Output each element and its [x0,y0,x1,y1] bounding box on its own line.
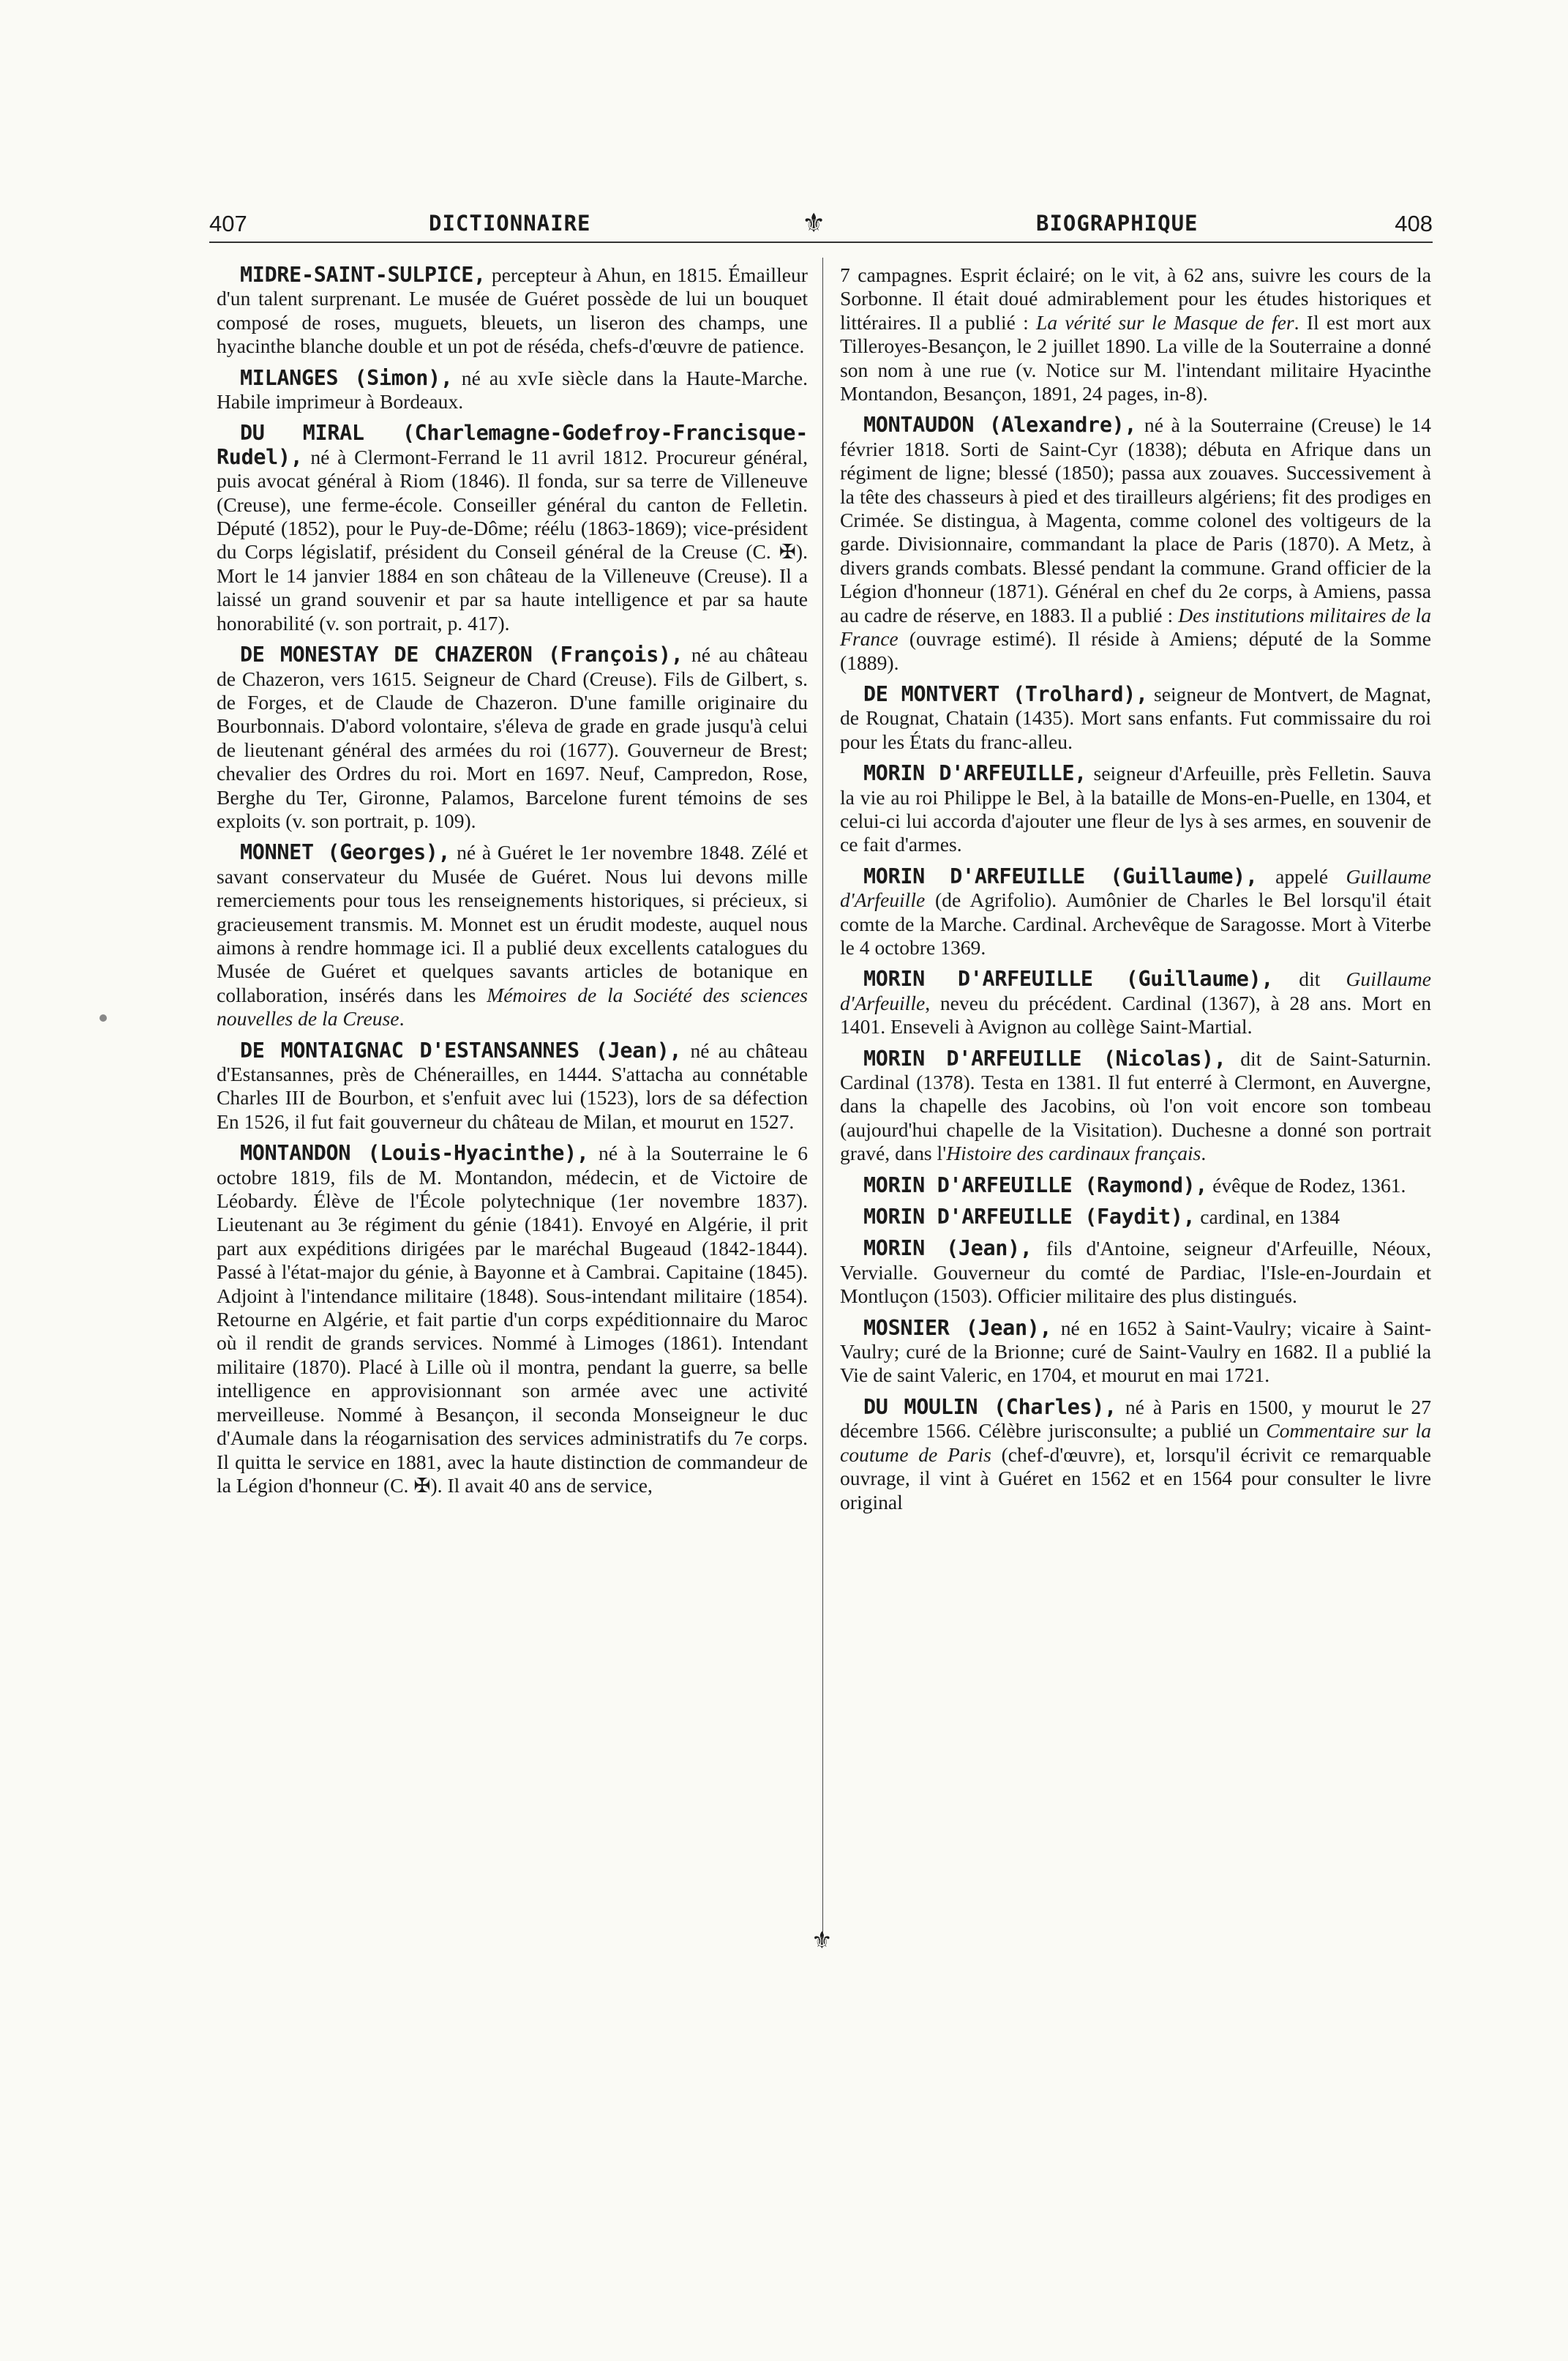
entry-headword: DE MONTAIGNAC D'ESTANSANNES (Jean), [240,1038,682,1063]
page-number-left: 407 [209,211,247,236]
header-rule [209,242,1433,243]
entry-text: appelé [1257,864,1346,888]
dictionary-entry [840,1396,1431,1514]
entry-headword: MONTAUDON (Alexandre), [863,413,1137,438]
entry-text: né au xvIe siècle dans la Haute-Marche. Habile imprimeur à Bordeaux. [217,366,808,414]
dictionary-entry [840,968,1431,1039]
entry-headword: MORIN D'ARFEUILLE (Faydit), [863,1205,1196,1230]
dictionary-entry [840,1317,1431,1388]
page-number-right: 408 [1395,211,1433,236]
running-title-left: DICTIONNAIRE [429,211,591,236]
entry-text: né au château d'Estansannes, près de Chénerailles, en 1444. S'attacha au connétable Charles III de Bourbon, et s'enfuit avec lui (1523), lors de sa défection En 1526, il fut fait gouverneur du château de Milan, et mourut en 1527. [217,1039,808,1133]
margin-dot [100,1014,107,1022]
entry-italic-title: Guillaume d'Arfeuille [840,864,1431,912]
entry-text: seigneur d'Arfeuille, près Felletin. Sauva la vie au roi Philippe le Bel, à la bataille de Mons-en-Puelle, en 1304, et celui-ci lui accorda d'ajouter une fleur de lys à ses armes, en souvenir de ce fait d'armes. [840,762,1431,856]
entry-text-tail: (ouvrage estimé). Il réside à Amiens; député de la Somme (1889). [840,627,1431,674]
entry-text: né à la Souterraine (Creuse) le 14 février 1818. Sorti de Saint-Cyr (1838); débuta en Afrique dans un régiment de ligne; blessé (1850); passa aux zouaves. Successivement à la tête des chasseurs à pied et des tirailleurs algériens; fit des prodiges en Crimée. Se distingua, à Magenta, comme colonel des voltigeurs de la garde. Divisionnaire, commandant la place de Paris (1870). A Metz, à divers grands combats. Blessé pendant la commune. Grand officier de la Légion d'honneur (1871). Général en chef du 2e corps, à Amiens, passa au cadre de réserve, en 1883. Il a publié : [840,414,1431,626]
dictionary-entry [217,841,808,1030]
entry-headword: MOSNIER (Jean), [863,1315,1052,1340]
entry-headword: MORIN (Jean), [863,1236,1032,1261]
dictionary-entry [217,1142,808,1497]
entry-headword: DU MOULIN (Charles), [863,1394,1117,1419]
entry-text: dit de Saint-Saturnin. Cardinal (1378). Testa en 1381. Il fut enterré à Clermont, en Auvergne, dans la chapelle des Jacobins, où l'on voit encore son tombeau (aujourd'hui chapelle de la Visitation). Duchesne a donné son portrait gravé, dans l' [840,1047,1431,1165]
entry-headword: DU MIRAL (Charlemagne-Godefroy-Francisque-Rudel), [217,421,808,469]
entry-italic-title: Mémoires de la Société des sciences nouvelles de la Creuse [217,983,808,1030]
entry-italic-title: La vérité sur le Masque de fer [1036,310,1294,334]
entry-headword: MORIN D'ARFEUILLE (Guillaume), [863,967,1274,992]
entry-headword: DE MONTVERT (Trolhard), [863,681,1148,706]
dictionary-entry [840,1237,1431,1308]
running-header [209,211,1433,243]
column-divider [822,258,823,1938]
entry-text: né à Guéret le 1er novembre 1848. Zélé et savant conservateur du Musée de Guéret. Nous lui devons mille remerciements pour tous les renseignements historiques, si précieux, si gracieusement transmis. M. Monnet est un érudit modeste, auquel nous aimons à rendre hommage ici. Il a publié deux excellents catalogues du Musée de Guéret et quelques savants articles de botanique en collaboration, insérés dans les [217,841,809,1006]
entry-headword: MONNET (Georges), [240,840,451,865]
entry-text: né à la Souterraine le 6 octobre 1819, fils de M. Montandon, médecin, et de Victoire de Léobardy. Élève de l'École polytechnique (1er novembre 1837). Lieutenant au 3e régiment du génie (1841). Envoyé en Algérie, il prit part aux expéditions dirigées par le maréchal Bugeaud (1842-1844). Passé à l'état-major du génie, à Bayonne et à Cambrai. Capitaine (1845). Adjoint à l'intendance militaire (1848). Sous-intendant militaire (1854). Retourne en Algérie, et fait partie d'un corps expéditionnaire du Maroc où il rendit de grands services. Nommé à Limoges (1861). Intendant militaire (1870). Placé à Lille où il montra, pendant la guerre, sa belle intelligence en approvisionnant son armée avec une activité merveilleuse. Nommé à Besançon, il seconda Monseigneur le duc d'Aumale dans la réogarnisation des services administratifs du 7e corps. Il quitta le service en 1881, avec la haute distinction de commandeur de la Légion d'honneur (C. ✠). Il avait 40 ans de service, [217,1142,808,1497]
entry-headword: DE MONESTAY DE CHAZERON (François), [240,643,683,667]
entry-headword: MIDRE-SAINT-SULPICE, [240,263,486,287]
entry-text: né à Clermont-Ferrand le 11 avril 1812. Procureur général, puis avocat général à Riom (1846). Il fonda, sur sa terre de Villeneuve (Creuse), une ferme-école. Conseiller général du canton de Felletin. Député (1852), pour le Puy-de-Dôme; réélu (1863-1869); vice-président du Corps législatif, président du Conseil général de la Creuse (C. ✠). Mort le 14 janvier 1884 en son château de la Villeneuve (Creuse). Il a laissé un grand souvenir et par sa haute intelligence et par sa haute honorabilité (v. son portrait, p. 417). [217,445,808,635]
dictionary-entry [217,263,808,359]
bottom-ornament-icon: ⚜ [811,1927,833,1953]
dictionary-entry [840,865,1431,960]
entry-italic-title: Guillaume d'Arfeuille [840,968,1431,1014]
left-column [217,263,808,1505]
entry-italic-title: Commentaire sur la coutume de Paris [840,1419,1431,1466]
entry-text: fils d'Antoine, seigneur d'Arfeuille, Néoux, Vervialle. Gouverneur du comté de Pardiac, l'Isle-en-Jourdain et Montluçon (1503). Officier militaire des plus distingués. [840,1237,1431,1308]
dictionary-entry [840,762,1431,857]
entry-text-tail: , neveu du précédent. Cardinal (1367), à 28 ans. Mort en 1401. Enseveli à Avignon au collège Saint-Martial. [840,991,1431,1039]
entry-text-tail: (chef-d'œuvre), et, lorsqu'il écrivit ce remarquable ouvrage, il vint à Guéret en 1562 et en 1564 pour consulter le livre original [840,1443,1431,1513]
entry-headword: MILANGES (Simon), [240,365,453,390]
dictionary-entry [840,683,1431,754]
entry-headword: MORIN D'ARFEUILLE (Guillaume), [863,864,1258,888]
entry-headword: MORIN D'ARFEUILLE (Raymond), [863,1172,1208,1197]
entry-text: né en 1652 à Saint-Vaulry; vicaire à Saint-Vaulry; curé de la Brionne; curé de Saint-Vaulry en 1682. Il a publié la Vie de saint Valeric, en 1704, et mourut en mai 1721. [840,1316,1432,1387]
dictionary-entry [217,1039,808,1134]
entry-text: né à Paris en 1500, y mourut le 27 décembre 1566. Célèbre jurisconsulte; a publié un [840,1395,1431,1443]
entry-headword: MORIN D'ARFEUILLE (Nicolas), [863,1046,1226,1071]
entry-text: né au château de Chazeron, vers 1615. Seigneur de Chard (Creuse). Fils de Gilbert, s. de Forges, et de Claude de Chazeron. D'une famille originaire du Bourbonnais. D'abord volontaire, s'éleva de grade en grade jusqu'à celui de lieutenant général des armées du roi (1677). Gouverneur de Brest; chevalier des Ordres du roi. Mort en 1697. Neuf, Campredon, Rose, Berghe du Ter, Gironne, Palamos, Barcelone furent témoins de ses exploits (v. son portrait, p. 109). [217,643,808,832]
right-column [840,263,1431,1522]
dictionary-entry [217,422,808,635]
entry-text-tail: (de Agrifolio). Aumônier de Charles le Bel lorsqu'il était comte de la Marche. Cardinal. Archevêque de Saragosse. Mort à Viterbe le 4 octobre 1369. [840,888,1431,959]
entry-text: seigneur de Montvert, de Magnat, de Rougnat, Chatain (1435). Mort sans enfants. Fut commissaire du roi pour les États du franc-alleu. [840,682,1431,753]
dictionary-entry [840,414,1431,674]
dictionary-entry [840,1047,1431,1166]
entry-text: dit [1273,968,1346,991]
entry-text-tail: . Il est mort aux Tilleroyes-Besançon, le 2 juillet 1890. La ville de la Souterraine a donné son nom à une rue (v. Notice sur M. l'intendant militaire Hyacinthe Montandon, Besançon, 1891, 24 pages, in-8). [840,310,1431,405]
dictionary-entry [840,1174,1431,1197]
entry-text: évêque de Rodez, 1361. [1207,1173,1406,1197]
dictionary-entry [217,643,808,833]
entry-text-tail: . [1201,1142,1207,1165]
entry-text: 7 campagnes. Esprit éclairé; on le vit, à 62 ans, suivre les cours de la Sorbonne. Il était doué admirablement pour les études historiques et littéraires. Il a publié : [840,263,1431,334]
dictionary-entry [840,263,1431,405]
entry-headword: MORIN D'ARFEUILLE, [863,761,1087,786]
dictionary-entry [217,367,808,414]
entry-italic-title: Histoire des cardinaux français [946,1142,1201,1165]
entry-text-tail: . [399,1007,405,1030]
dictionary-entry [840,1205,1431,1229]
fleur-de-lis-ornament-icon: ⚜ [802,209,826,238]
entry-text: percepteur à Ahun, en 1815. Émailleur d'un talent surprenant. Le musée de Guéret possède de lui un bouquet composé de roses, muguets, bleuets, un liseron des champs, une hyacinthe blanche double et un pot de réséda, chefs-d'œuvre de patience. [217,263,808,358]
entry-italic-title: Des institutions militaires de la France [840,603,1432,651]
entry-headword: MONTANDON (Louis-Hyacinthe), [240,1141,589,1166]
entry-text: cardinal, en 1384 [1195,1205,1340,1229]
running-title-right: BIOGRAPHIQUE [1036,211,1198,236]
